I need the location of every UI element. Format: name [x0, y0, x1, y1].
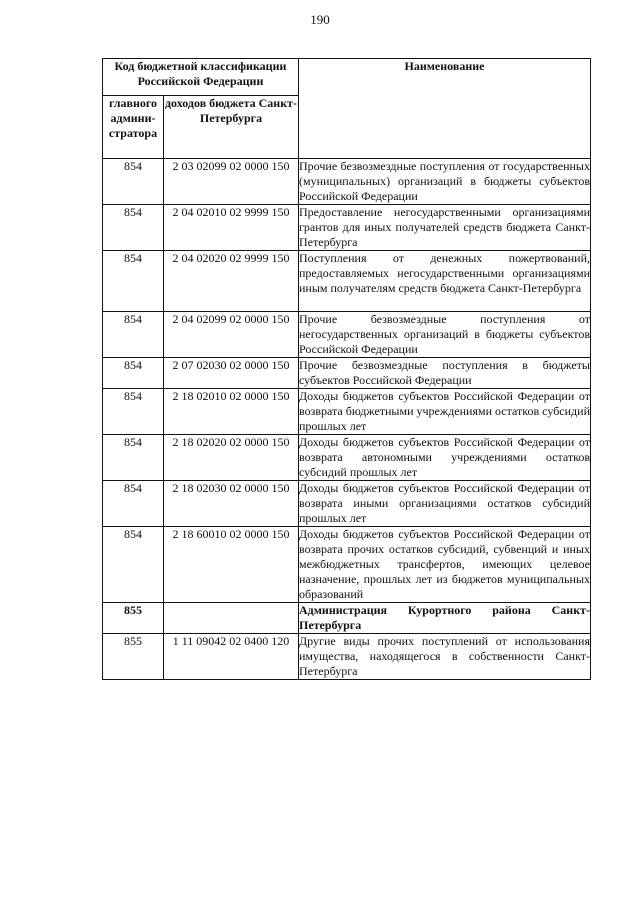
table-row-administrator — [103, 603, 591, 634]
name-cell: Доходы бюджетов субъектов Российской Федерации от возврата иными организациями остатков субсидий прошлых лет — [299, 481, 590, 525]
admin-code-cell: 854 — [103, 527, 164, 603]
income-code-cell: 2 18 60010 02 0000 150 — [164, 527, 299, 603]
name-cell: Другие виды прочих поступлений от использования имущества, находящегося в собственности Санкт-Петербурга — [299, 634, 590, 678]
header-admin: главного админи-стратора — [103, 96, 164, 159]
name-cell: Доходы бюджетов субъектов Российской Федерации от возврата автономными учреждениями остатков субсидий прошлых лет — [299, 435, 590, 479]
name-cell: Поступления от денежных пожертвований, предоставляемых негосударственными организациями иным получателям средств бюджета Санкт-Петербурга — [299, 251, 591, 312]
header-income: доходов бюджета Санкт-Петербурга — [164, 96, 299, 159]
admin-code-cell: 854 — [103, 435, 164, 481]
budget-classification-table — [102, 58, 591, 680]
table-row — [103, 481, 591, 527]
table-row — [103, 435, 591, 481]
admin-code-cell: 855 — [103, 603, 164, 634]
income-code-cell: 1 11 09042 02 0400 120 — [164, 634, 299, 680]
name-cell: Предоставление негосударственными организациями грантов для иных получателей средств бюджета Санкт-Петербурга — [299, 205, 590, 249]
table-row — [103, 634, 591, 680]
income-code-cell: 2 04 02020 02 9999 150 — [164, 251, 299, 312]
income-code-cell: 2 03 02099 02 0000 150 — [164, 159, 299, 205]
income-code-cell: 2 18 02010 02 0000 150 — [164, 389, 299, 435]
table-row — [103, 358, 591, 389]
table-row — [103, 251, 591, 312]
income-code-cell: 2 04 02099 02 0000 150 — [164, 312, 299, 358]
admin-code-cell: 855 — [103, 634, 164, 680]
table-row — [103, 205, 591, 251]
admin-code-cell: 854 — [103, 251, 164, 312]
income-code-cell: 2 18 02020 02 0000 150 — [164, 435, 299, 481]
header-name: Наименование — [299, 59, 591, 159]
admin-code-cell: 854 — [103, 159, 164, 205]
name-cell: Прочие безвозмездные поступления в бюджеты субъектов Российской Федерации — [299, 358, 590, 387]
name-cell: Доходы бюджетов субъектов Российской Федерации от возврата прочих остатков субсидий, субвенций и иных межбюджетных трансфертов, имеющих целевое назначение, прошлых лет из бюджетов муниципальных образований — [299, 527, 590, 601]
income-code-cell: 2 07 02030 02 0000 150 — [164, 358, 299, 389]
header-row — [103, 59, 591, 96]
name-cell: Доходы бюджетов субъектов Российской Федерации от возврата бюджетными учреждениями остатков субсидий прошлых лет — [299, 389, 590, 433]
page-number: 190 — [310, 12, 330, 27]
income-code-cell — [164, 603, 299, 634]
income-code-cell: 2 04 02010 02 9999 150 — [164, 205, 299, 251]
income-code-cell: 2 18 02030 02 0000 150 — [164, 481, 299, 527]
table-row — [103, 389, 591, 435]
admin-code-cell: 854 — [103, 358, 164, 389]
admin-code-cell: 854 — [103, 481, 164, 527]
name-cell: Прочие безвозмездные поступления от государственных (муниципальных) организаций в бюджеты субъектов Российской Федерации — [299, 159, 590, 203]
admin-code-cell: 854 — [103, 205, 164, 251]
table-row — [103, 312, 591, 358]
admin-code-cell: 854 — [103, 312, 164, 358]
name-cell: Прочие безвозмездные поступления от негосударственных организаций в бюджеты субъектов Российской Федерации — [299, 312, 590, 356]
name-cell: Администрация Курортного района Санкт-Петербурга — [299, 603, 590, 632]
table-row — [103, 527, 591, 603]
admin-code-cell: 854 — [103, 389, 164, 435]
table-row — [103, 159, 591, 205]
header-code-group: Код бюджетной классификации Российской Федерации — [103, 59, 299, 96]
